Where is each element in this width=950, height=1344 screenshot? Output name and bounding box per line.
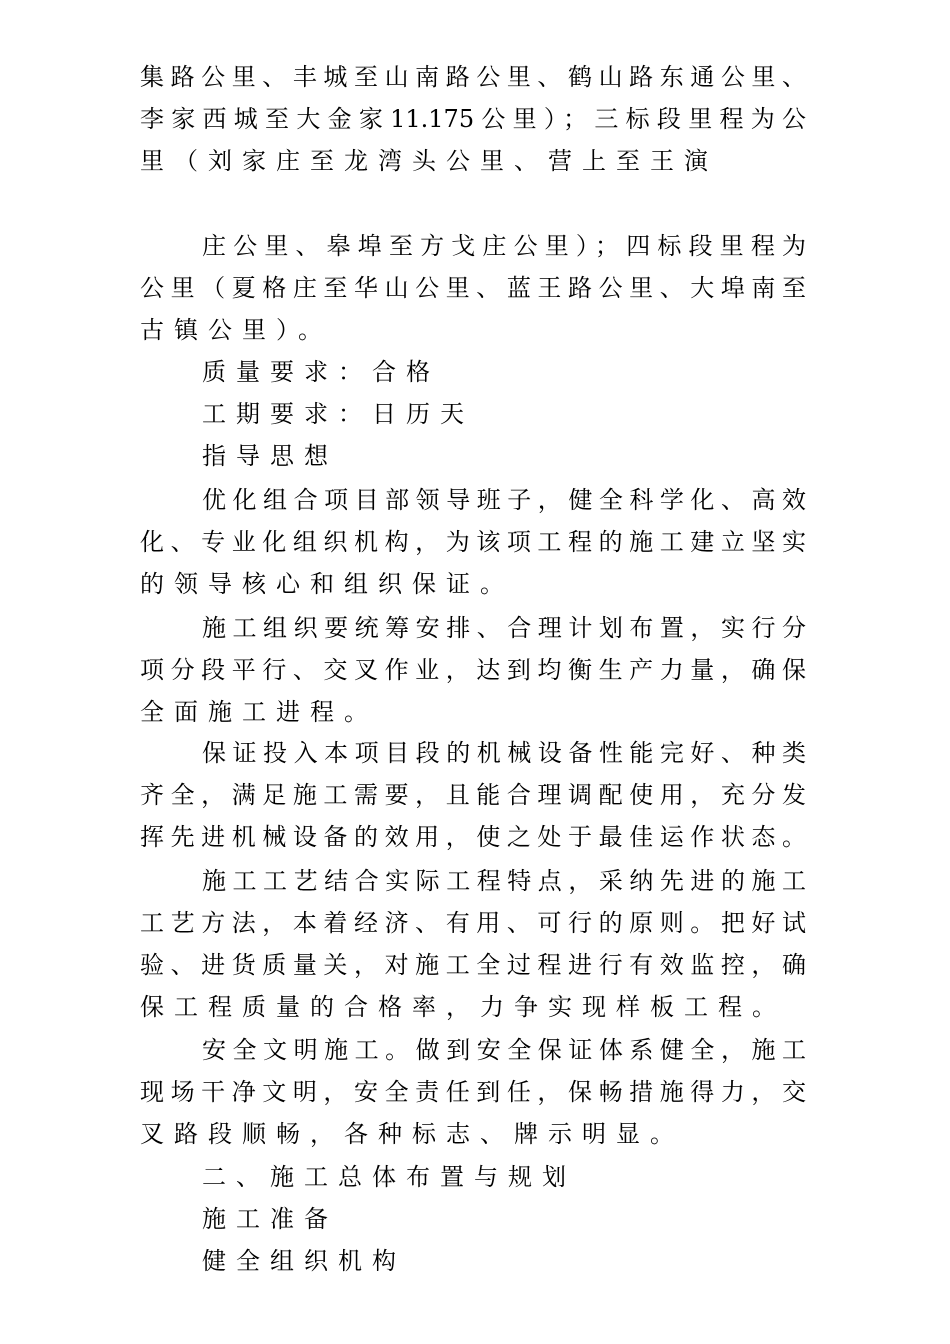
text-line: 公里（夏格庄至华山公里、蓝王路公里、大埠南至 xyxy=(140,274,806,302)
text-line: 挥先进机械设备的效用，使之处于最佳运作状态。 xyxy=(140,823,806,851)
text-line: 工艺方法，本着经济、有用、可行的原则。把好试 xyxy=(140,909,806,937)
text-line: 叉路段顺畅，各种标志、牌示明显。 xyxy=(140,1120,684,1148)
text-line: 施工组织要统筹安排、合理计划布置，实行分 xyxy=(202,614,806,642)
text-line: 保工程质量的合格率，力争实现样板工程。 xyxy=(140,993,786,1021)
text-line: 齐全，满足施工需要，且能合理调配使用，充分发 xyxy=(140,781,806,809)
text-line: 优化组合项目部领导班子，健全科学化、高效 xyxy=(202,486,806,514)
text-line: 古镇公里）。 xyxy=(140,316,332,344)
text-line: 李家西城至大金家11.175公里）；三标段里程为公 xyxy=(140,105,806,133)
text-line: 施工工艺结合实际工程特点，采纳先进的施工 xyxy=(202,867,806,895)
text-line: 施工准备 xyxy=(202,1205,338,1233)
text-line: 集路公里、丰城至山南路公里、鹤山路东通公里、 xyxy=(140,63,806,91)
text-line: 化、专业化组织机构，为该项工程的施工建立坚实 xyxy=(140,528,806,556)
text-line: 里（刘家庄至龙湾头公里、营上至王演 xyxy=(140,147,718,175)
text-line: 工期要求：日历天 xyxy=(202,400,474,428)
text-line: 健全组织机构 xyxy=(202,1247,406,1275)
text-line: 指导思想 xyxy=(202,442,338,470)
text-line: 全面施工进程。 xyxy=(140,698,378,726)
text-line: 保证投入本项目段的机械设备性能完好、种类 xyxy=(202,739,806,767)
text-line: 安全文明施工。做到安全保证体系健全，施工 xyxy=(202,1036,806,1064)
text-line: 现场干净文明，安全责任到任，保畅措施得力，交 xyxy=(140,1078,806,1106)
text-line: 的领导核心和组织保证。 xyxy=(140,570,514,598)
text-line: 二、施工总体布置与规划 xyxy=(202,1163,576,1191)
text-line: 质量要求：合格 xyxy=(202,358,440,386)
text-line: 项分段平行、交叉作业，达到均衡生产力量，确保 xyxy=(140,656,806,684)
text-line: 庄公里、皋埠至方戈庄公里）；四标段里程为 xyxy=(202,232,806,260)
text-line: 验、进货质量关，对施工全过程进行有效监控，确 xyxy=(140,951,806,979)
